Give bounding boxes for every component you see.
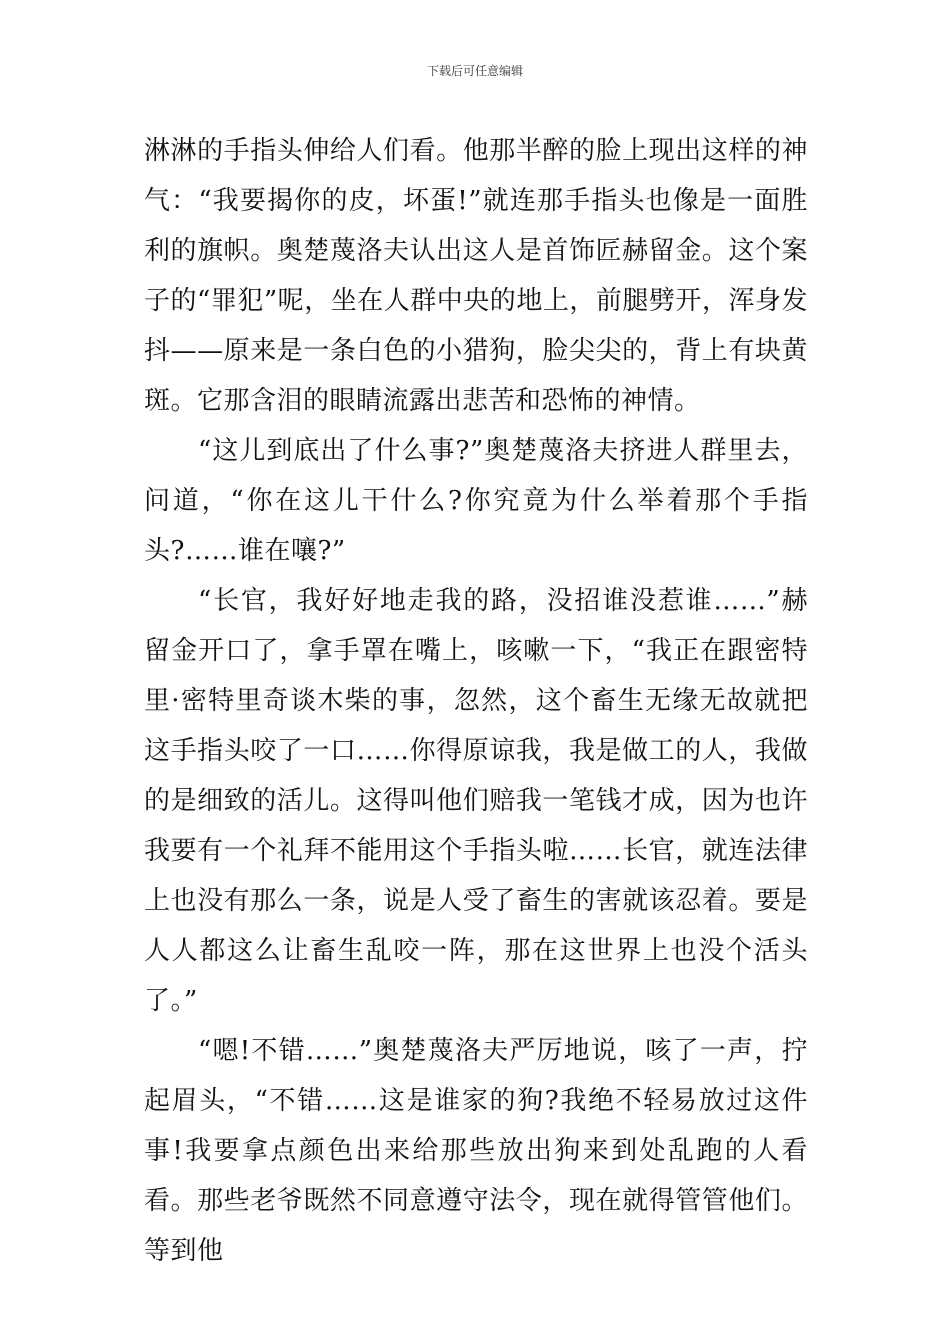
paragraph-continuation: 淋淋的手指头伸给人们看。他那半醉的脸上现出这样的神气：“我要揭你的皮，坏蛋!”就连那手指头也像是一面胜利的旗帜。奥楚蔑洛夫认出这人是首饰匠赫留金。这个案子的“罪犯”呢，坐在人群中央的地上，前腿劈开，浑身发抖——原来是一条白色的小猎狗，脸尖尖的，背上有块黄斑。它那含泪的眼睛流露出悲苦和恐怖的神情。 bbox=[144, 136, 808, 416]
paragraph-khryukin-reply: “长官，我好好地走我的路，没招谁没惹谁……”赫留金开口了，拿手罩在嘴上，咳嗽一下，“我正在跟密特里·密特里奇谈木柴的事，忽然，这个畜生无缘无故就把这手指头咬了一口……你得原谅我，我是做工的人，我做的是细致的活儿。这得叫他们赔我一笔钱才成，因为也许我要有一个礼拜不能用这个手指头啦……长官，就连法律上也没有那么一条，说是人受了畜生的害就该忍着。要是人人都这么让畜生乱咬一阵，那在这世界上也没个活头了。” bbox=[144, 586, 808, 1016]
paragraph-question: “这儿到底出了什么事?”奥楚蔑洛夫挤进人群里去，问道，“你在这儿干什么?你究竟为什么举着那个手指头?……谁在嚷?” bbox=[144, 436, 808, 566]
page-header: 下载后可任意编辑 bbox=[426, 64, 523, 78]
paragraph-ochumelov-response: “嗯!不错……”奥楚蔑洛夫严厉地说，咳了一声，拧起眉头，“不错……这是谁家的狗?我绝不轻易放过这件事!我要拿点颜色出来给那些放出狗来到处乱跑的人看看。那些老爷既然不同意遵守法令，现在就得管管他们。等到他 bbox=[144, 1036, 808, 1266]
document-body bbox=[144, 126, 808, 1276]
